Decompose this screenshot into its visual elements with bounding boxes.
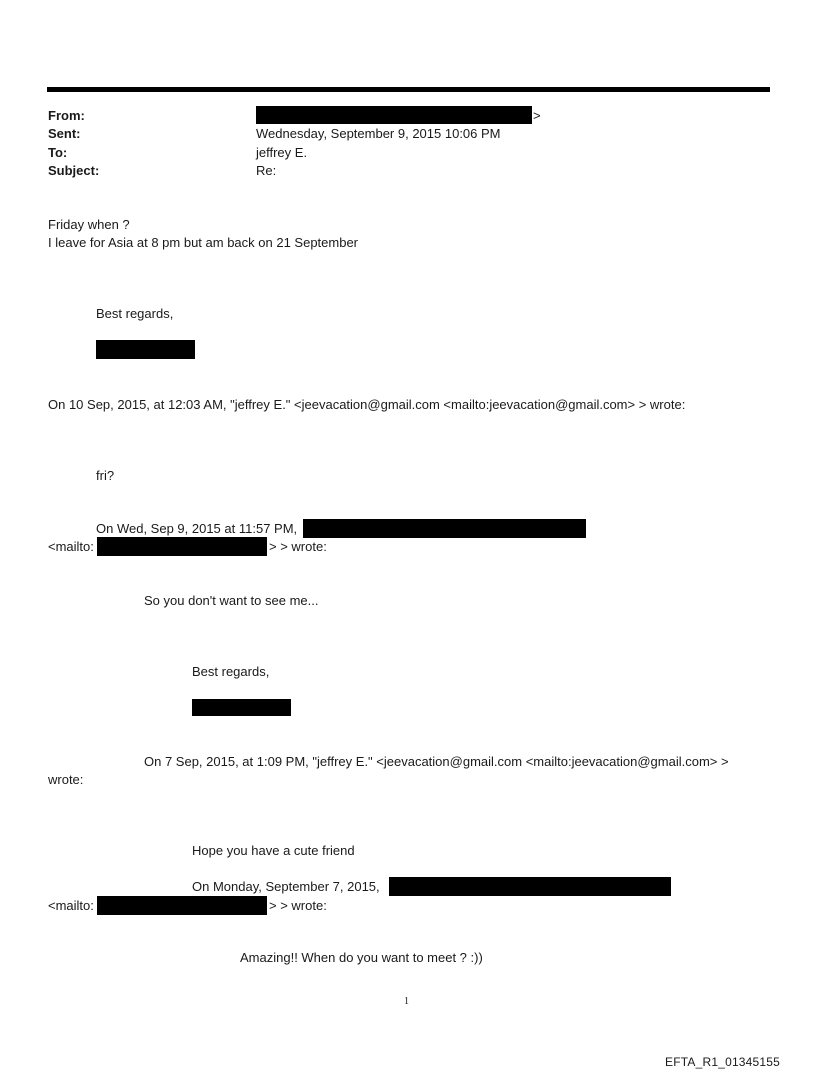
to-label: To: — [48, 145, 68, 160]
signoff-2: Best regards, — [192, 664, 270, 679]
subject-label: Subject: — [48, 163, 100, 178]
quote-2-mailto: <mailto: — [48, 539, 94, 554]
quote-4-mailto: <mailto: — [48, 898, 94, 913]
signoff-1: Best regards, — [96, 306, 174, 321]
quote-3-header: On 7 Sep, 2015, at 1:09 PM, "jeffrey E." <jeevacation@gmail.com <mailto:jeevacation@gmail.com> > — [144, 754, 729, 769]
redacted-signature-2 — [192, 699, 291, 716]
quote-2-wrote: > > wrote: — [269, 539, 327, 554]
redacted-signature-1 — [96, 340, 195, 359]
quote-3-wrote: wrote: — [48, 772, 84, 787]
to-value: jeffrey E. — [256, 145, 308, 160]
redacted-email-2 — [97, 537, 267, 556]
redacted-email-4 — [97, 896, 267, 915]
quote-2-header: On Wed, Sep 9, 2015 at 11:57 PM, — [96, 521, 298, 536]
from-label: From: — [48, 108, 85, 123]
quote-1-body: fri? — [96, 468, 115, 483]
from-suffix: > — [533, 108, 541, 123]
quote-1-header: On 10 Sep, 2015, at 12:03 AM, "jeffrey E." <jeevacation@gmail.com <mailto:jeevacation@gmail.com> > wrote: — [48, 397, 686, 412]
sent-label: Sent: — [48, 126, 81, 141]
quote-3-body: Hope you have a cute friend — [192, 843, 355, 858]
page-number: 1 — [404, 996, 409, 1007]
body-line-2: I leave for Asia at 8 pm but am back on 21 September — [48, 235, 359, 250]
quote-2-body: So you don't want to see me... — [144, 593, 319, 608]
subject-value: Re: — [256, 163, 277, 178]
redacted-name-2 — [303, 519, 586, 538]
quote-4-wrote: > > wrote: — [269, 898, 327, 913]
redacted-sender — [256, 106, 532, 124]
redacted-name-4 — [389, 877, 671, 896]
body-line-1: Friday when ? — [48, 217, 130, 232]
sent-value: Wednesday, September 9, 2015 10:06 PM — [256, 126, 501, 141]
header-divider — [47, 87, 770, 92]
document-id: EFTA_R1_01345155 — [665, 1055, 781, 1069]
quote-4-header: On Monday, September 7, 2015, — [192, 879, 380, 894]
quote-4-body: Amazing!! When do you want to meet ? :)) — [240, 950, 483, 965]
